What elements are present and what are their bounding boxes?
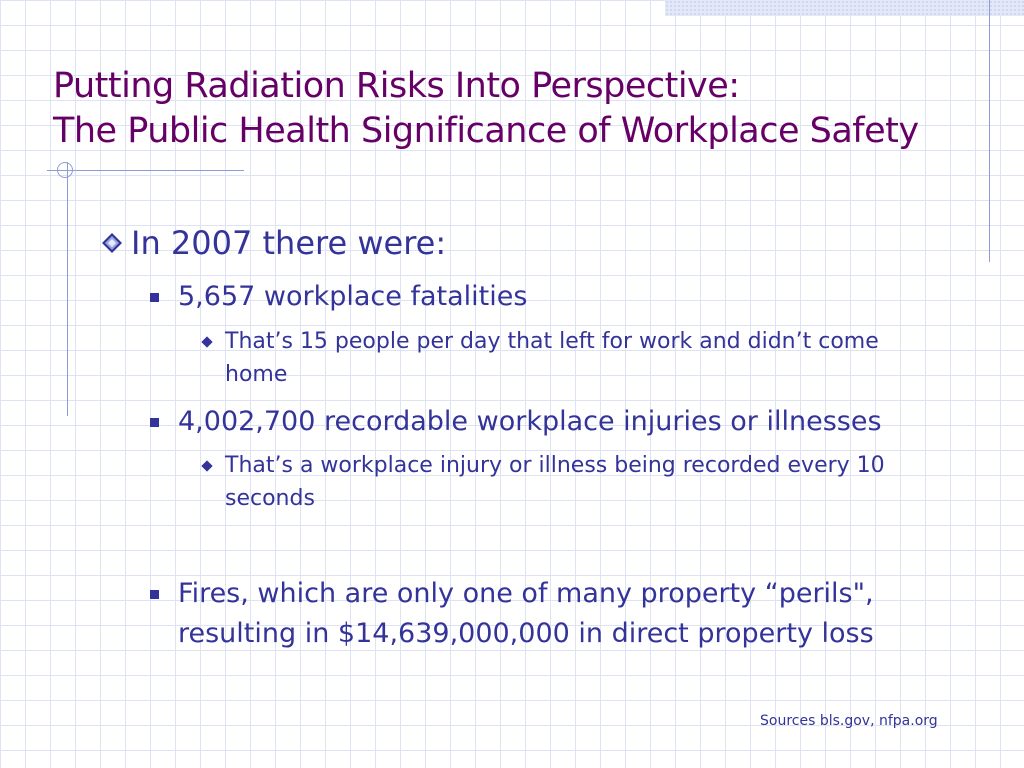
- slide-title: [53, 64, 919, 154]
- decorative-vertical-line-left: [67, 162, 68, 416]
- intro-text: In 2007 there were:: [131, 224, 447, 262]
- sub-list-item-text: That’s 15 people per day that left for work and didn’t come home: [225, 329, 879, 387]
- source-citation: Sources bls.gov, nfpa.org: [760, 713, 938, 729]
- small-diamond-icon: [201, 460, 212, 471]
- corner-decoration: [665, 0, 1024, 16]
- diamond-icon: [101, 232, 123, 254]
- list-item-text: Fires, which are only one of many property “perils", resulting in $14,639,000,000 in direct property loss: [178, 578, 874, 649]
- list-item-text: 5,657 workplace fatalities: [178, 281, 528, 312]
- small-diamond-icon: [201, 336, 212, 347]
- square-bullet-icon: [150, 293, 159, 302]
- title-circle-decoration: [57, 162, 73, 178]
- square-bullet-icon: [150, 590, 159, 599]
- list-item: [150, 277, 980, 317]
- square-bullet-icon: [150, 418, 159, 427]
- sub-list-item: [201, 449, 981, 515]
- decorative-vertical-line-right: [989, 0, 990, 262]
- title-underline: [47, 170, 244, 171]
- list-item: [150, 402, 980, 442]
- list-item: [150, 574, 980, 654]
- intro-bullet-row: [101, 223, 446, 263]
- sub-list-item: [201, 325, 981, 391]
- title-line-1: Putting Radiation Risks Into Perspective:: [53, 66, 740, 106]
- sub-list-item-text: That’s a workplace injury or illness being recorded every 10 seconds: [225, 453, 885, 511]
- list-item-text: 4,002,700 recordable workplace injuries or illnesses: [178, 406, 882, 437]
- title-line-2: The Public Health Significance of Workplace Safety: [53, 111, 919, 151]
